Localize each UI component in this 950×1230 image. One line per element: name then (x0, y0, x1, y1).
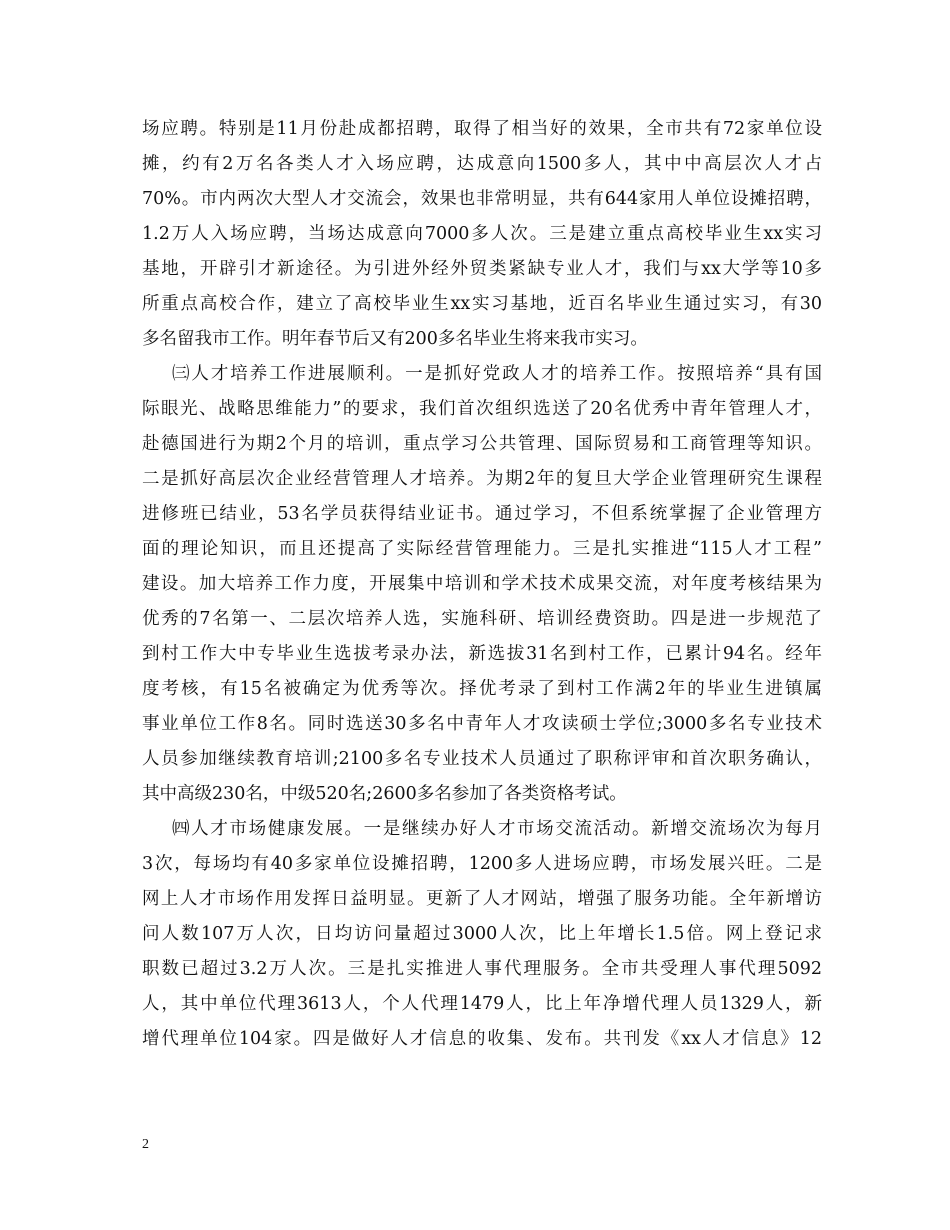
paragraph-line: 际眼光、战略思维能力”的要求，我们首次组织选送了20名优秀中青年管理人才， (142, 399, 822, 419)
paragraph-line: 职数已超过3.2万人次。三是扎实推进人事代理服务。全市共受理人事代理5092 (142, 959, 822, 979)
paragraph-line: 建设。加大培养工作力度，开展集中培训和学术技术成果交流，对年度考核结果为 (142, 574, 822, 594)
paragraph-line: ㈢人才培养工作进展顺利。一是抓好党政人才的培养工作。按照培养“具有国 (172, 364, 822, 384)
paragraph-line: 基地，开辟引才新途径。为引进外经外贸类紧缺专业人才，我们与xx大学等10多 (142, 259, 822, 279)
paragraph-line: 面的理论知识，而且还提高了实际经营管理能力。三是扎实推进“115人才工程” (142, 539, 822, 559)
page-number: 2 (142, 1137, 149, 1152)
paragraph-line: 70%。市内两次大型人才交流会，效果也非常明显，共有644家用人单位设摊招聘， (142, 189, 822, 209)
paragraph-line: 问人数107万人次，日均访问量超过3000人次，比上年增长1.5倍。网上登记求 (142, 924, 822, 944)
paragraph-line: 所重点高校合作，建立了高校毕业生xx实习基地，近百名毕业生通过实习，有30 (142, 294, 822, 314)
paragraph-line: 3次，每场均有40多家单位设摊招聘，1200多人进场应聘，市场发展兴旺。二是 (142, 854, 822, 874)
paragraph-line: 优秀的7名第一、二层次培养人选，实施科研、培训经费资助。四是进一步规范了 (142, 609, 822, 629)
paragraph-line: 度考核，有15名被确定为优秀等次。择优考录了到村工作满2年的毕业生进镇属 (142, 679, 822, 699)
paragraph-line: 进修班已结业，53名学员获得结业证书。通过学习，不但系统掌握了企业管理方 (142, 504, 822, 524)
paragraph-line: 1.2万人入场应聘，当场达成意向7000多人次。三是建立重点高校毕业生xx实习 (142, 224, 822, 244)
paragraph-line: 事业单位工作8名。同时选送30多名中青年人才攻读硕士学位;3000多名专业技术 (142, 714, 822, 734)
paragraph-line: 增代理单位104家。四是做好人才信息的收集、发布。共刊发《xx人才信息》12 (142, 1029, 822, 1049)
paragraph-line: 多名留我市工作。明年春节后又有200多名毕业生将来我市实习。 (142, 329, 648, 349)
paragraph-line: 人员参加继续教育培训;2100多名专业技术人员通过了职称评审和首次职务确认， (142, 749, 822, 769)
paragraph-line: 其中高级230名，中级520名;2600多名参加了各类资格考试。 (142, 784, 627, 804)
paragraph-line: 人，其中单位代理3613人，个人代理1479人，比上年净增代理人员1329人，新 (142, 994, 822, 1014)
paragraph-line: 摊，约有2万名各类人才入场应聘，达成意向1500多人，其中中高层次人才占 (142, 154, 822, 174)
paragraph-line: 赴德国进行为期2个月的培训，重点学习公共管理、国际贸易和工商管理等知识。 (142, 434, 822, 454)
paragraph-line: ㈣人才市场健康发展。一是继续办好人才市场交流活动。新增交流场次为每月 (172, 819, 822, 839)
paragraph-line: 网上人才市场作用发挥日益明显。更新了人才网站，增强了服务功能。全年新增访 (142, 889, 822, 909)
paragraph-line: 二是抓好高层次企业经营管理人才培养。为期2年的复旦大学企业管理研究生课程 (142, 469, 822, 489)
paragraph-line: 场应聘。特别是11月份赴成都招聘，取得了相当好的效果，全市共有72家单位设 (142, 119, 822, 139)
paragraph-line: 到村工作大中专毕业生选拔考录办法，新选拔31名到村工作，已累计94名。经年 (142, 644, 822, 664)
